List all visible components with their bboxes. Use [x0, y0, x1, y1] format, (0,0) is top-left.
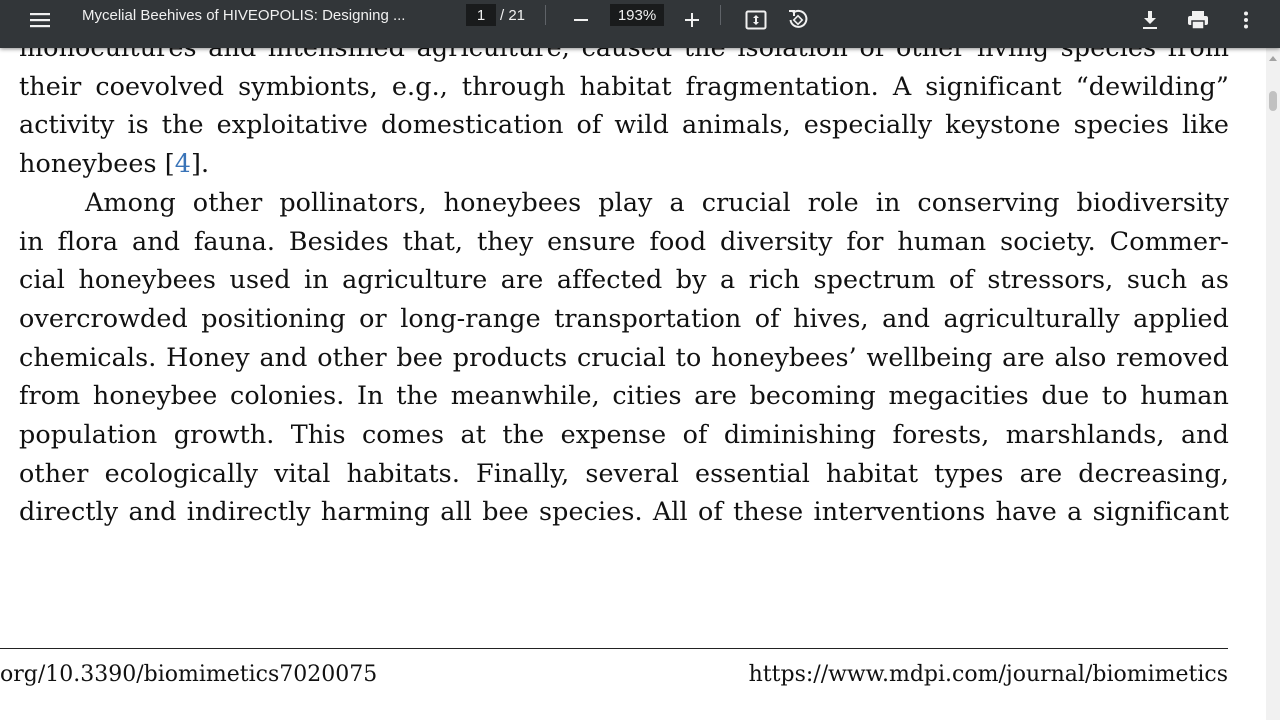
footer-doi[interactable]: org/10.3390/biomimetics7020075 [0, 662, 378, 687]
text-line: directly and indirectly harming all bee species. All of these interventions have a significant [19, 496, 1229, 527]
text-line: population growth. This comes at the expense of diminishing forests, marshlands, and [19, 419, 1229, 450]
minus-icon[interactable] [561, 4, 601, 36]
plus-icon[interactable] [672, 4, 712, 36]
more-vert-icon[interactable] [1226, 4, 1266, 36]
text-line [19, 144, 1229, 183]
pdf-toolbar [0, 0, 1280, 48]
document-title: Mycelial Beehives of HIVEOPOLIS: Designing ... [82, 7, 406, 24]
scrollbar-thumb[interactable] [1269, 91, 1277, 111]
vertical-scrollbar[interactable] [1266, 48, 1280, 720]
page-total: / 21 [500, 7, 526, 24]
footer-journal-url[interactable]: https://www.mdpi.com/journal/biomimetics [748, 662, 1228, 687]
text-line: chemicals. Honey and other bee products crucial to honeybees’ wellbeing are also removed [19, 341, 1229, 372]
toolbar-divider [545, 5, 546, 25]
text-fragment: ]. [191, 148, 210, 179]
body-paragraphs [19, 28, 1229, 531]
text-line: overcrowded positioning or long-range transportation of hives, and agriculturally applied [19, 302, 1229, 333]
toolbar-divider [720, 5, 721, 25]
rotate-icon[interactable] [778, 4, 818, 36]
text-line: cial honeybees used in agriculture are affected by a rich spectrum of stressors, such as [19, 264, 1229, 295]
text-line: from honeybee colonies. In the meanwhile, cities are becoming megacities due to human [19, 380, 1229, 411]
page-number-input[interactable] [466, 4, 496, 26]
text-line: Among other pollinators, honeybees play a crucial role in conserving biodiversity [85, 186, 1229, 217]
fit-to-page-icon[interactable] [736, 4, 776, 36]
text-line: other ecologically vital habitats. Finally, several essential habitat types are decreasing, [19, 457, 1229, 488]
text-line: in flora and fauna. Besides that, they ensure food diversity for human society. Commer- [19, 225, 1229, 256]
text-line: their coevolved symbionts, e.g., through habitat fragmentation. A significant “dewilding” [19, 70, 1229, 101]
print-icon[interactable] [1178, 4, 1218, 36]
zoom-input[interactable] [610, 4, 664, 26]
download-icon[interactable] [1130, 4, 1170, 36]
pdf-page [0, 48, 1266, 720]
scroll-up-icon[interactable] [1269, 56, 1277, 61]
footer-divider [0, 648, 1228, 649]
reference-link[interactable]: 4 [174, 148, 192, 179]
text-line: activity is the exploitative domestication of wild animals, especially keystone species like [19, 109, 1229, 140]
menu-icon[interactable] [20, 4, 60, 36]
text-fragment: honeybees [ [19, 148, 175, 179]
